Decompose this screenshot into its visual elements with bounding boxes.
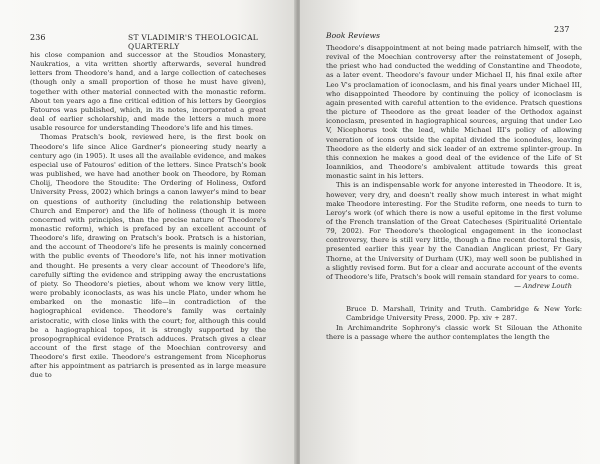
paragraph: This is an indispensable work for anyone interested in Theodore. It is, however, very dry, and doesn't really show much interest in what might make Theodore interesting. For the Studite reform, one needs to turn to Leroy's work (of which there is now a useful epitome in the first volume of the French translation of the Great Catecheses (Spiritualité Orientale 79, 2002). For Theodore's theological engagement in the iconoclast controversy, there is still very little, though a fine recent doctoral thesis, presented earlier this year by the Canadian Anglican priest, Fr Gary Thorne, at the University of Durham (UK), may well soon be published in a slightly revised form. But for a clear and accurate account of the events of Theodore's life, Pratsch's book will remain standard for years to come. <box>326 181 582 281</box>
section-separator <box>326 291 582 305</box>
body-text <box>326 44 582 342</box>
running-head: Book Reviews <box>326 31 381 40</box>
paragraph: his close companion and successor at the Stoudios Monastery, Naukratios, a vita written shortly afterwards, several hundred letters from Theodore's hand, and a large collection of catecheses (though only a small proportion of those he must have given), together with other material connected with the monastic reform. About ten years ago a fine critical edition of his letters by Georgios Fatouros was published, which, in its notes, incorporated a great deal of earlier scholarship, and made the letters a much more usable resource for understanding Theodore's life and his times. <box>30 51 266 133</box>
page-number: 237 <box>554 25 570 34</box>
reviewer-signature: — Andrew Louth <box>514 282 572 291</box>
page-number: 236 <box>30 33 46 42</box>
paragraph: Theodore's disappointment at not being made patriarch himself, with the revival of the Moechian controversy after the reinstatement of Joseph, the priest who had conducted the wedding of Constantine and Theodote, as a later event. Theodore's favour under Michael II, his final exile after Leo V's proclamation of iconoclasm, and his final years under Michael III, who disappointed Theodore by continuing the policy of iconoclasm is again presented with careful attention to the evidence. Pratsch questions the picture of Theodore as the great leader of the Orthodox against iconoclasm, presented in hagiographical sources, arguing that under Leo V, Nicephorus took the lead, while Michael III's policy of allowing veneration of icons outside the capital divided the iconodules, leaving Theodore as the elderly and sick leader of an extreme splinter-group. In this connexion he makes a good deal of the evidence of the Life of St Ioannikios, and Theodore's ambivalent attitude towards this great monastic saint in his letters. <box>326 44 582 181</box>
book-citation: Bruce D. Marshall, Trinity and Truth. Cambridge & New York: Cambridge University Press, 2000. Pp. xiv + 287. <box>346 305 582 323</box>
paragraph: In Archimandrite Sophrony's classic work St Silouan the Athonite there is a passage where the author contemplates the length the <box>326 323 582 341</box>
right-page <box>300 0 600 464</box>
body-text <box>30 51 266 381</box>
running-head: ST VLADIMIR'S THEOLOGICAL QUARTERLY <box>128 33 259 51</box>
paragraph: Thomas Pratsch's book, reviewed here, is the first book on Theodore's life since Alice Gardner's pioneering study nearly a century ago (in 1905). It uses all the available evidence, and makes especial use of Fatouros' edition of the letters. Since Pratsch's book was published, we have had another book on Theodore, by Roman Cholij, Theodore the Stoudite: The Ordering of Holiness, Oxford University Press, 2002) which brings a canon lawyer's mind to bear on questions of authority (including the relationship between Church and Emperor) and the life of holiness (though it is more concerned with principles, than the precise nature of Theodore's monastic reform), which is prefaced by an excellent account of Theodore's life, drawing on Pratsch's book. Pratsch is a historian, and the account of Theodore's life he presents is mainly concerned with the public events of Theodore's life, not his inner motivation and thought. He presents a very clear account of Theodore's life, carefully sifting the evidence and stripping away the encrustations of piety. So Theodore's pieties, about whom we know very little, were probably iconoclasts, as was his uncle Plato, under whom he embarked on the monastic life—in contradiction of the hagiographical evidence. Theodore's family was certainly aristocratic, with close links with the court; for, although this could be a hagiographical topos, it is strongly supported by the prosopographical evidence Pratsch adduces. Pratsch gives a clear account of the first stage of the Moechian controversy and Theodore's first exile. Theodore's estrangement from Nicephorus after his appointment as patriarch is presented as in large measure due to <box>30 133 266 380</box>
left-page <box>0 0 296 464</box>
